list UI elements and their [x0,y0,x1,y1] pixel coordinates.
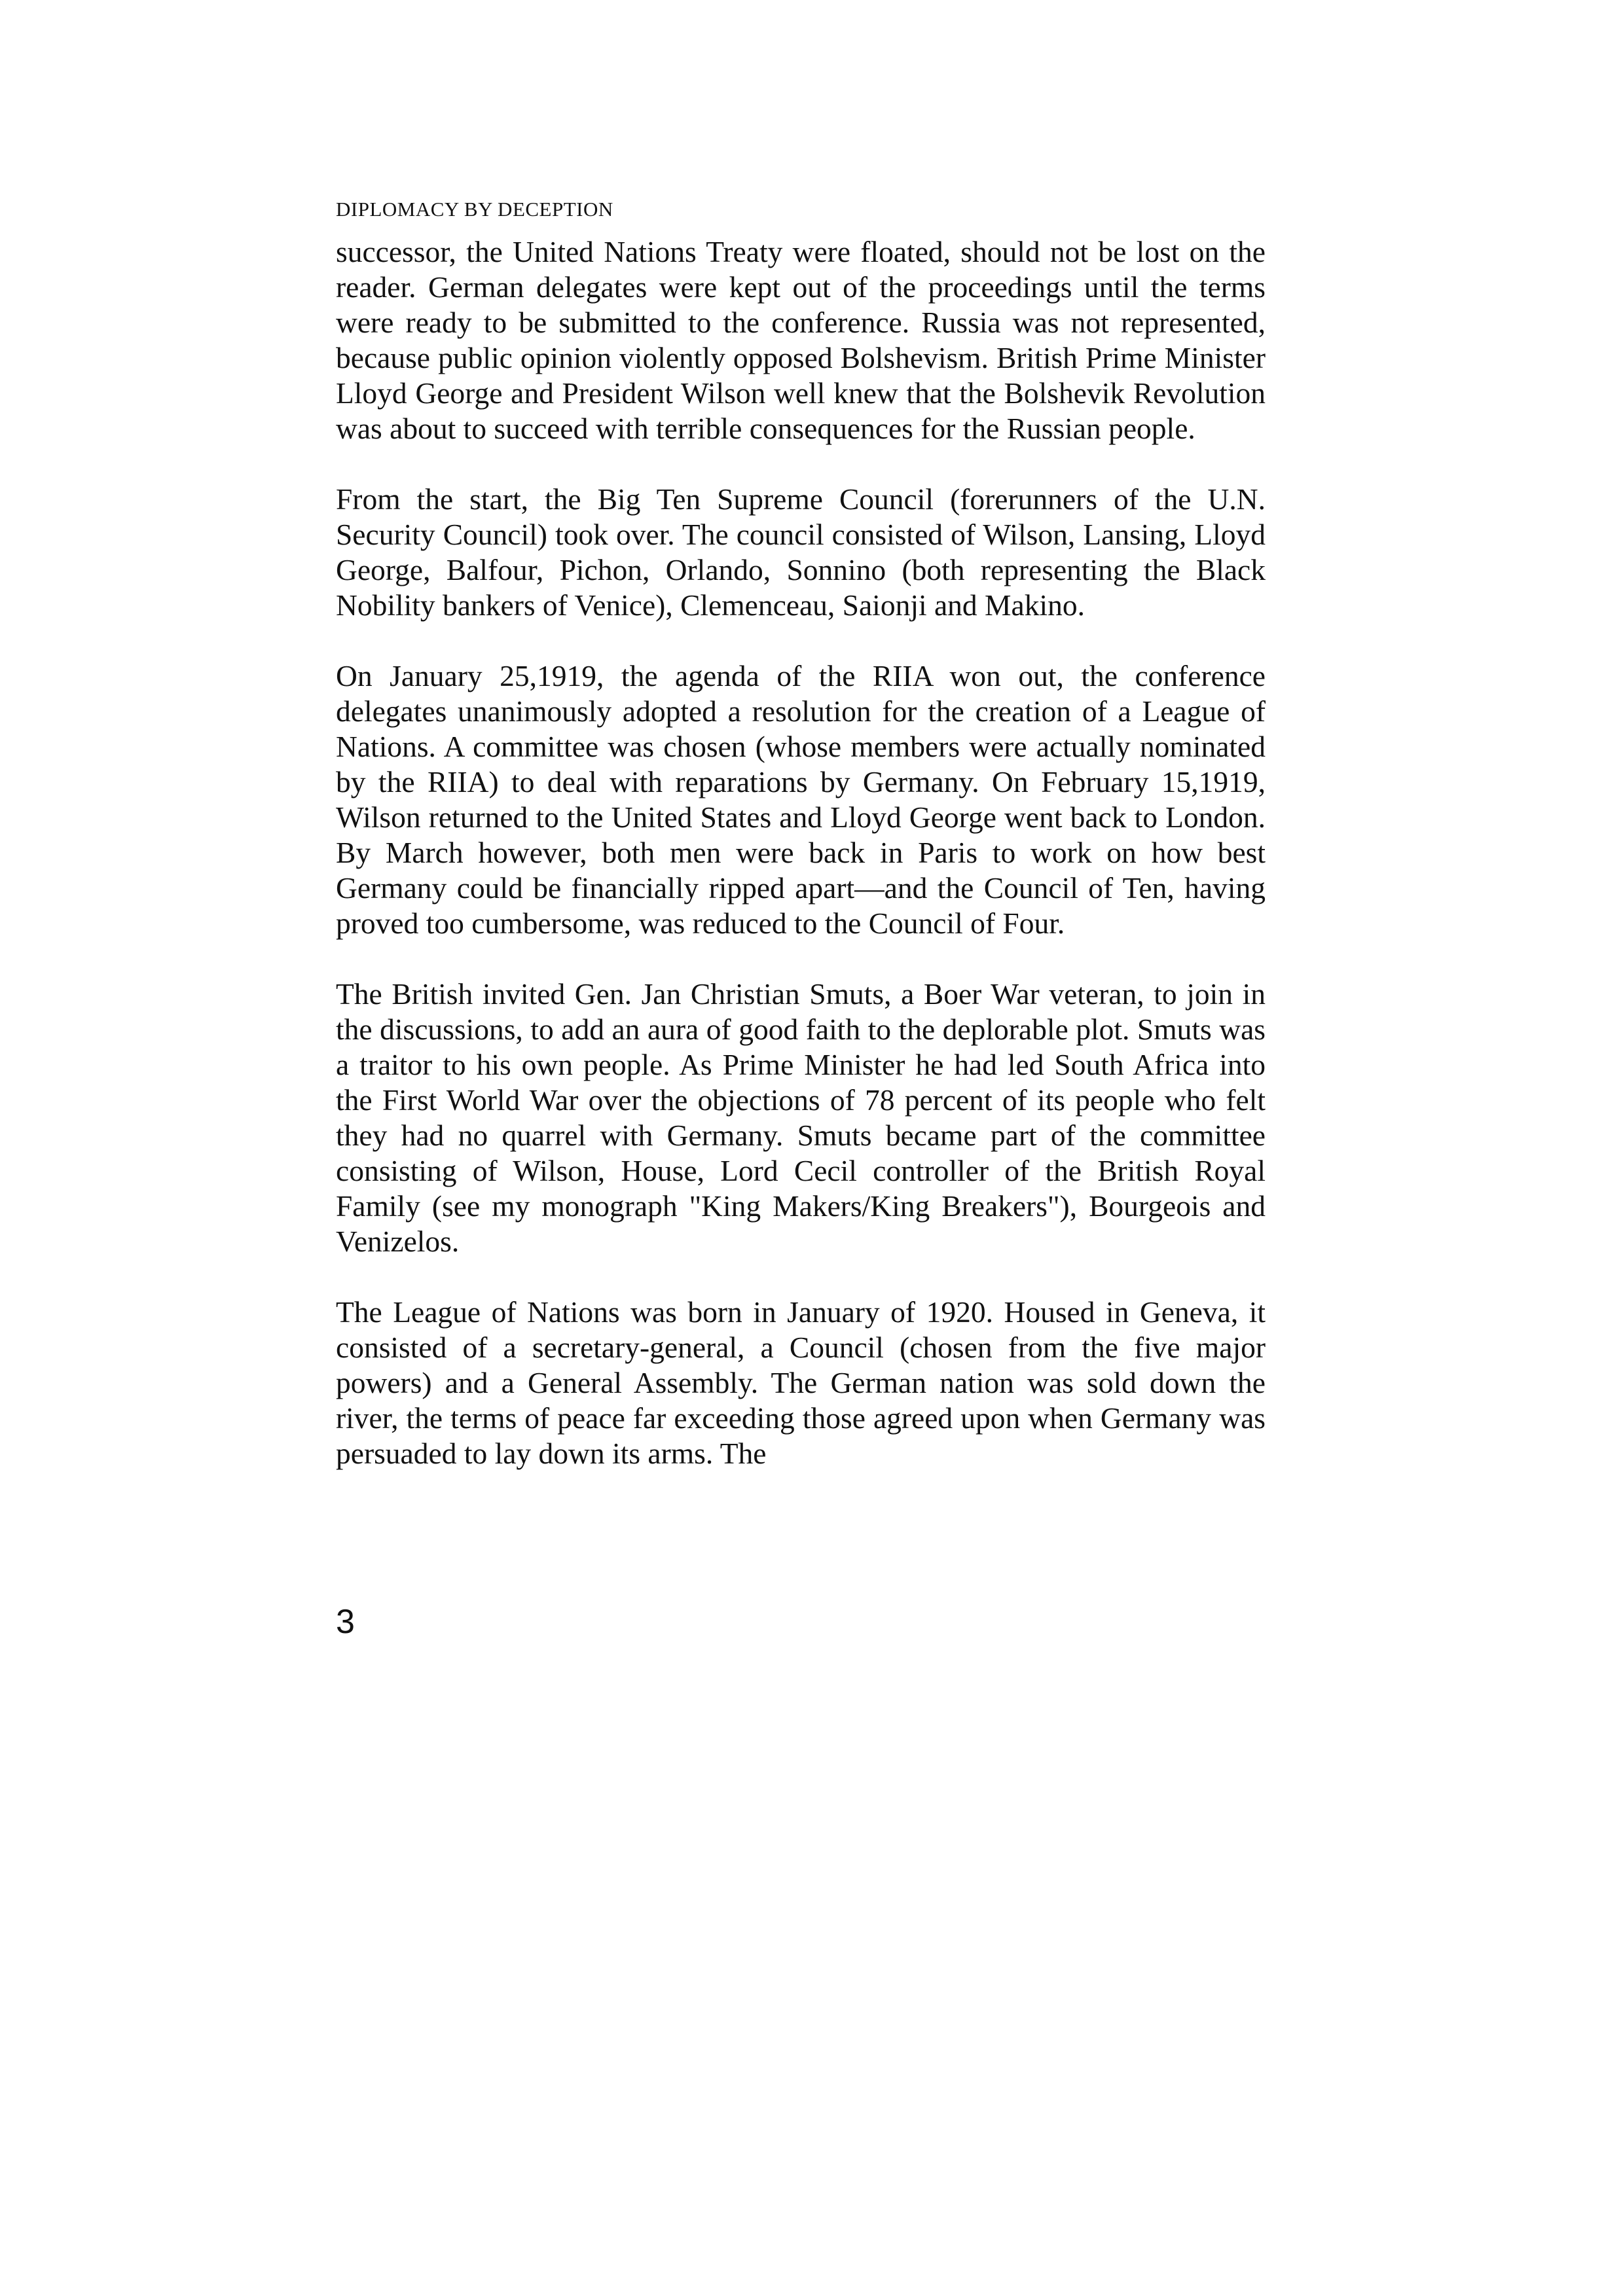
paragraph-4: The British invited Gen. Jan Christian Smuts, a Boer War veteran, to join in the discussions, to add an aura of good faith to the deplorable plot. Smuts was a traitor to his own people. As Prime Minister he had led South Africa into the First World War over the objections of 78 percent of its people who felt they had no quarrel with Germany. Smuts became part of the committee consisting of Wilson, House, Lord Cecil controller of the British Royal Family (see my monograph "King Makers/King Breakers"), Bourgeois and Venizelos. [336,977,1266,1258]
body-text [336,234,1266,1471]
running-header: DIPLOMACY BY DECEPTION [336,198,613,221]
paragraph-5: The League of Nations was born in January of 1920. Housed in Geneva, it consisted of a secretary-general, a Council (chosen from the five major powers) and a General Assembly. The German nation was sold down the river, the terms of peace far exceeding those agreed upon when Germany was persuaded to lay down its arms. The [336,1295,1266,1470]
page-number: 3 [336,1603,355,1641]
paragraph-2: From the start, the Big Ten Supreme Council (forerunners of the U.N. Security Council) took over. The council consisted of Wilson, Lansing, Lloyd George, Balfour, Pichon, Orlando, Sonnino (both representing the Black Nobility bankers of Venice), Clemenceau, Saionji and Makino. [336,482,1266,622]
paragraph-1: successor, the United Nations Treaty were floated, should not be lost on the reader. German delegates were kept out of the proceedings until the terms were ready to be submitted to the conference. Russia was not represented, because public opinion violently opposed Bolshevism. British Prime Minister Lloyd George and President Wilson well knew that the Bolshevik Revolution was about to succeed with terrible consequences for the Russian people. [336,235,1266,445]
paragraph-3: On January 25,1919, the agenda of the RIIA won out, the conference delegates unanimously adopted a resolution for the creation of a League of Nations. A committee was chosen (whose members were actually nominated by the RIIA) to deal with reparations by Germany. On February 15,1919, Wilson returned to the United States and Lloyd George went back to London. By March however, both men were back in Paris to work on how best Germany could be financially ripped apart—and the Council of Ten, having proved too cumbersome, was reduced to the Council of Four. [336,659,1266,940]
